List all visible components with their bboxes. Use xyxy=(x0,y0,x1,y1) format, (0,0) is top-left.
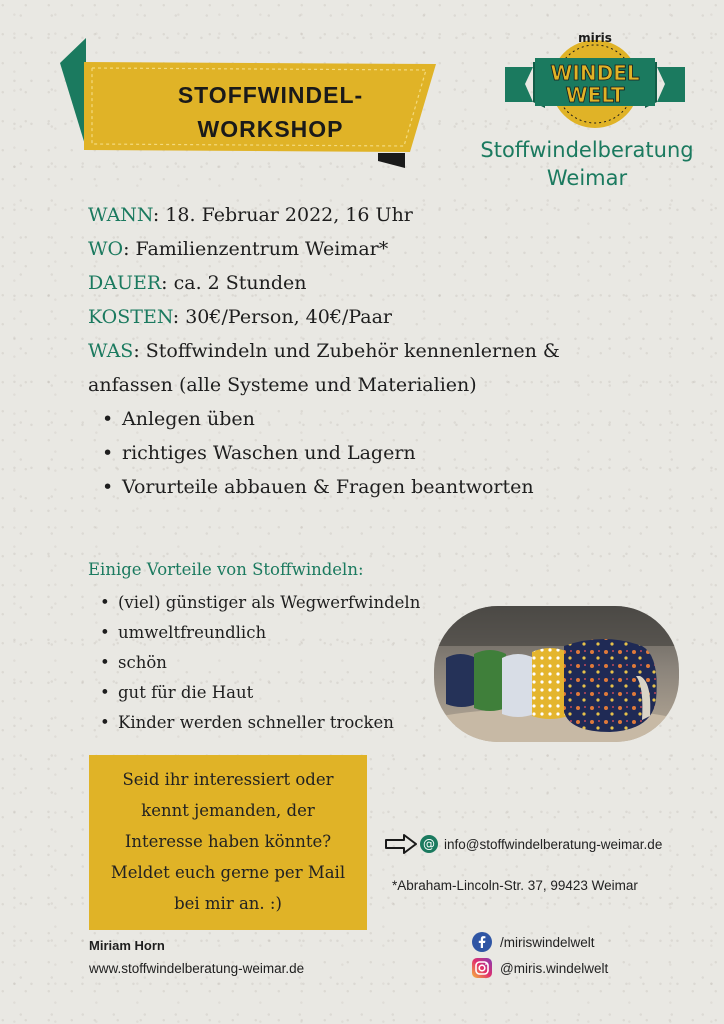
value-wo: : Familienzentrum Weimar* xyxy=(123,238,389,260)
workshop-topics xyxy=(88,402,648,504)
value-dauer: : ca. 2 Stunden xyxy=(161,272,307,294)
label-was: WAS xyxy=(88,340,134,362)
website-link[interactable]: www.stoffwindelberatung-weimar.de xyxy=(89,961,305,976)
svg-text:@: @ xyxy=(423,837,435,851)
cta-line-4: Meldet euch gerne per Mail xyxy=(110,863,346,882)
workshop-details xyxy=(88,198,648,504)
title-banner xyxy=(60,38,440,168)
list-item: • gut für die Haut xyxy=(88,678,458,708)
list-item: • Kinder werden schneller trocken xyxy=(88,708,458,738)
detail-when xyxy=(88,198,648,232)
value-kosten: : 30€/Person, 40€/Paar xyxy=(172,306,392,328)
value-wann: : 18. Februar 2022, 16 Uhr xyxy=(152,204,413,226)
cta-line-1: Seid ihr interessiert oder xyxy=(122,770,334,789)
author-name: Miriam Horn xyxy=(89,938,165,953)
brand-line-1: Stoffwindelberatung xyxy=(480,138,694,162)
brand-line-2: Weimar xyxy=(546,166,628,190)
detail-cost xyxy=(88,300,648,334)
label-wann: WANN xyxy=(88,204,153,226)
instagram-handle[interactable]: @miris.windelwelt xyxy=(500,960,609,976)
at-sign-icon xyxy=(420,835,438,853)
list-item: • Anlegen üben xyxy=(88,402,648,436)
label-kosten: KOSTEN xyxy=(88,306,173,328)
instagram-icon xyxy=(472,958,492,978)
workshop-title xyxy=(148,78,393,146)
cta-line-5: bei mir an. :) xyxy=(174,894,282,913)
list-item: • umweltfreundlich xyxy=(88,618,458,648)
title-line-1: STOFFWINDEL- xyxy=(177,82,364,108)
title-line-2: WORKSHOP xyxy=(197,116,344,142)
logo-small-text: miris xyxy=(578,31,612,45)
instagram-link[interactable] xyxy=(472,958,608,978)
list-item: • richtiges Waschen und Lagern xyxy=(88,436,648,470)
detail-what xyxy=(88,334,648,368)
detail-duration xyxy=(88,266,648,300)
venue-address: *Abraham-Lincoln-Str. 37, 99423 Weimar xyxy=(392,878,638,893)
logo xyxy=(505,22,685,142)
list-item: • (viel) günstiger als Wegwerfwindeln xyxy=(88,588,458,618)
cta-line-3: Interesse haben könnte? xyxy=(124,832,332,851)
label-wo: WO xyxy=(88,238,124,260)
call-to-action-box xyxy=(89,755,367,930)
detail-where xyxy=(88,232,648,266)
facebook-icon xyxy=(472,932,492,952)
facebook-handle[interactable]: /miriswindelwelt xyxy=(500,934,595,950)
list-item: • Vorurteile abbauen & Fragen beantworten xyxy=(88,470,648,504)
value-was: : Stoffwindeln und Zubehör kennenlernen & xyxy=(133,340,560,362)
cta-line-2: kennt jemanden, der xyxy=(141,801,315,820)
cloth-diapers-photo xyxy=(434,606,679,742)
arrow-right-icon xyxy=(384,834,418,854)
facebook-link[interactable] xyxy=(472,932,595,952)
logo-word-2: WELT xyxy=(565,83,625,107)
advantages-heading: Einige Vorteile von Stoffwindeln: xyxy=(88,560,364,579)
email-link[interactable]: info@stoffwindelberatung-weimar.de xyxy=(444,836,663,852)
detail-what-continued: anfassen (alle Systeme und Materialien) xyxy=(88,374,477,396)
email-contact[interactable] xyxy=(384,830,662,858)
list-item: • schön xyxy=(88,648,458,678)
advantages-list xyxy=(88,588,458,738)
label-dauer: DAUER xyxy=(88,272,162,294)
logo-word-1: WINDEL xyxy=(550,61,640,85)
